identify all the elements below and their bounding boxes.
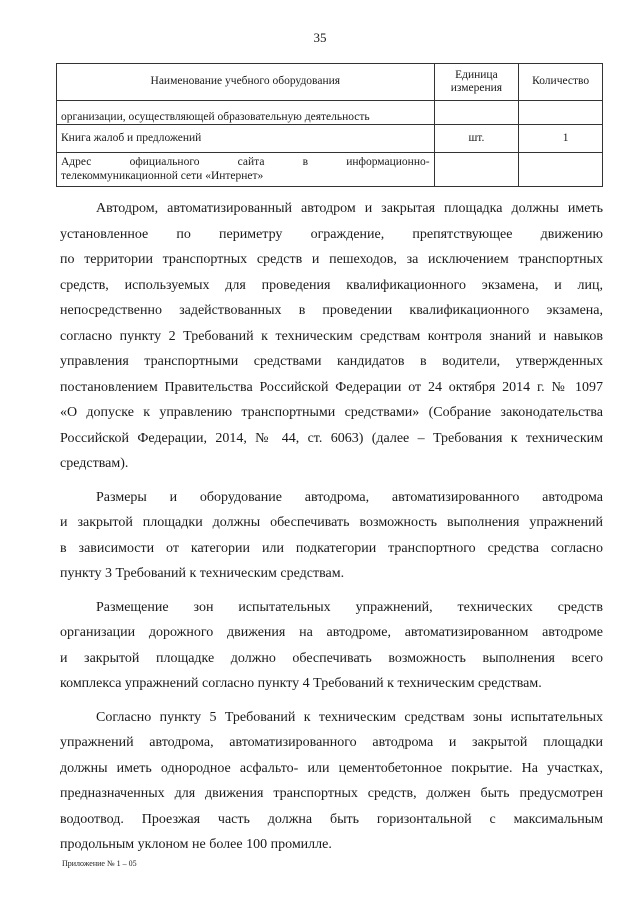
paragraph-line: средствам). [60,456,129,471]
header-equipment-name: Наименование учебного оборудования [57,64,435,101]
equipment-table [56,63,603,187]
document-body [60,196,603,866]
paragraph-line: организации дорожного движения на автодроме, автоматизированном автодроме [60,625,603,640]
paragraph-line: согласно пункту 2 Требований к техническим средствам контроля знаний и навыков [60,328,603,344]
table-row [57,153,603,187]
paragraph-line: Размещение зон испытательных упражнений, технических средств [96,599,603,615]
row-equipment-name-line: телекоммуникационной сети «Интернет» [61,169,264,182]
paragraph-line: и закрытой площадке должно обеспечивать возможность выполнения всего [60,650,603,666]
paragraph [60,705,603,858]
row-unit [434,153,519,187]
row-equipment-name: организации, осуществляющей образовательную деятельность [57,101,435,125]
paragraph-line: Автодром, автоматизированный автодром и закрытая площадка должны иметь [96,201,603,216]
paragraph-line: «О допуске к управлению транспортными средствами» (Собрание законодательства [60,405,603,420]
table-header-row [57,64,603,101]
paragraph-line: пункту 3 Требований к техническим средствам. [60,566,345,581]
row-quantity [519,101,603,125]
row-unit: шт. [434,125,519,153]
paragraph-line: должны иметь однородное асфальто- или цементобетонное покрытие. На участках, [60,760,603,776]
paragraph [60,485,603,587]
paragraph-line: и закрытой площадки должны обеспечивать возможность выполнения упражнений [60,515,603,530]
paragraph-line: постановлением Правительства Российской Федерации от 24 октября 2014 г. № 1097 [60,379,603,395]
paragraph [60,196,603,477]
row-quantity [519,153,603,187]
paragraph-line: по территории транспортных средств и пешеходов, за исключением транспортных [60,252,603,267]
paragraph-line: водоотвод. Проезжая часть должна быть горизонтальной с максимальным [60,811,603,827]
footer-note: Приложение № 1 – 05 [62,859,137,868]
row-equipment-name: Книга жалоб и предложений [57,125,435,153]
paragraph-line: в зависимости от категории или подкатегории транспортного средства согласно [60,540,603,556]
paragraph-line: средств, используемых для проведения квалификационного экзамена, и лиц, [60,277,603,293]
paragraph [60,595,603,697]
header-quantity: Количество [519,64,603,101]
row-quantity: 1 [519,125,603,153]
paragraph-line: Российской Федерации, 2014, № 44, ст. 6063) (далее – Требования к техническим [60,430,603,446]
row-unit [434,101,519,125]
paragraph-line: управления транспортными средствами кандидатов в водители, утвержденных [60,354,603,369]
paragraph-line: продольным уклоном не более 100 промилле. [60,837,332,852]
paragraph-line: непосредственно задействованных в проведении квалификационного экзамена, [60,303,603,318]
row-equipment-name [57,153,435,187]
page-number: 35 [313,30,327,45]
paragraph-line: установленное по периметру ограждение, препятствующее движению [60,226,603,242]
paragraph-line: комплекса упражнений согласно пункту 4 Требований к техническим средствам. [60,676,542,691]
paragraph-line: упражнений автодрома, автоматизированного автодрома и закрытой площадки [60,735,603,750]
table-row [57,125,603,153]
header-unit: Единица измерения [434,64,519,101]
paragraph-line: Размеры и оборудование автодрома, автоматизированного автодрома [96,489,603,505]
row-equipment-name-line: Адрес официального сайта в информационно- [61,156,430,169]
paragraph-line: Согласно пункту 5 Требований к техническим средствам зоны испытательных [96,709,603,725]
paragraph-line: предназначенных для движения транспортных средств, должен быть предусмотрен [60,786,603,801]
table-row [57,101,603,125]
